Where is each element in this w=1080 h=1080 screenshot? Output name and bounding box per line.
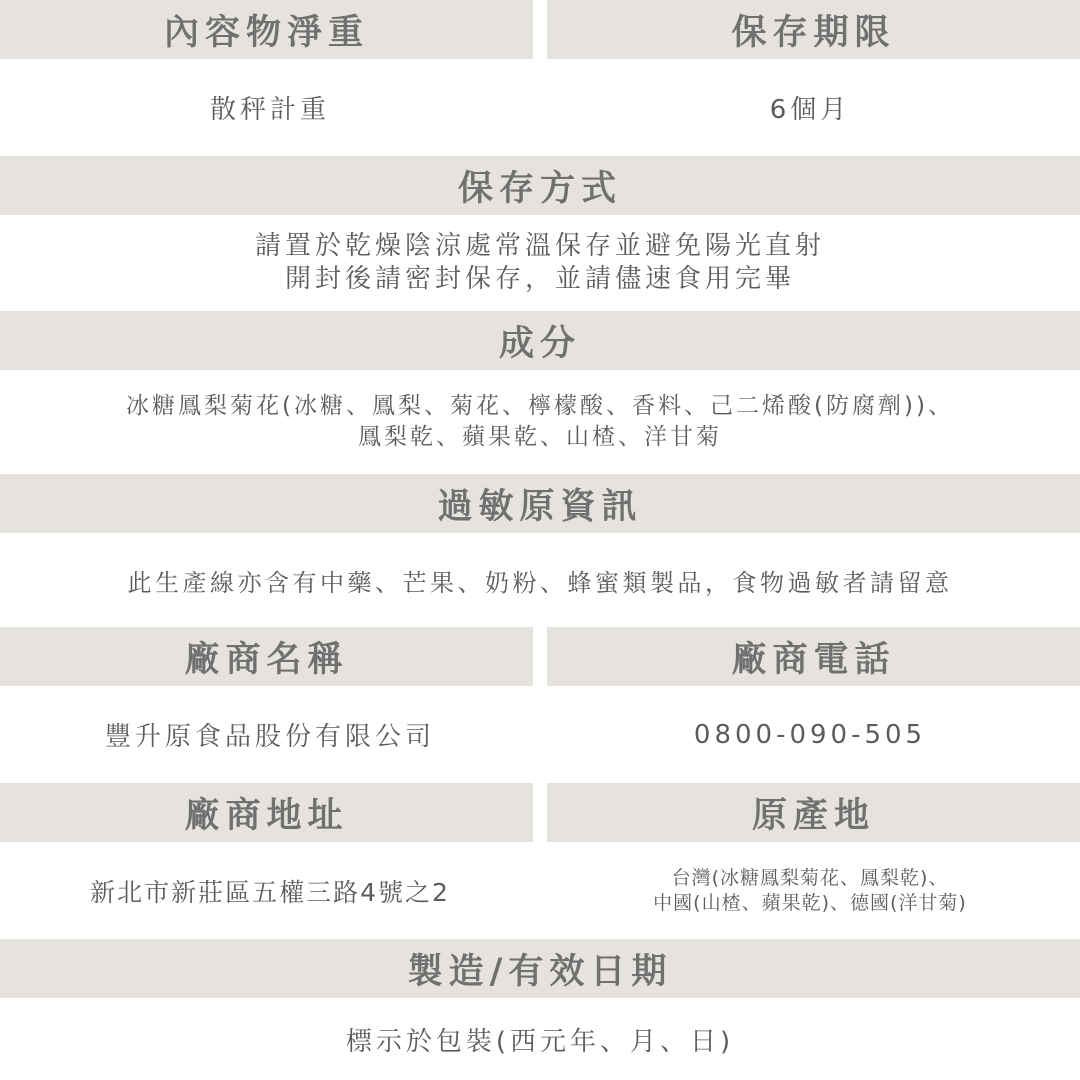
net-weight-text: 散秤計重 [209,95,330,125]
shelf-life-value [540,59,1080,156]
allergen-header [0,474,1080,533]
maker-phone-text: 0800-090-505 [693,719,927,750]
shelf-life-header [547,0,1080,59]
maker-address-value [0,842,540,939]
storage-header [0,156,1080,215]
origin-line-1: 台灣(冰糖鳳梨菊花、鳳梨乾)、 [671,866,949,889]
net-weight-header [0,0,533,59]
maker-phone-label: 廠商電話 [731,639,896,680]
allergen-text: 此生產線亦含有中藥、芒果、奶粉、蜂蜜類製品，食物過敏者請留意 [127,568,953,597]
origin-header [547,783,1080,842]
storage-line-1: 請置於乾燥陰涼處常溫保存並避免陽光直射 [254,231,825,261]
origin-label: 原產地 [751,795,875,836]
storage-line-2: 開封後請密封保存，並請儘速食用完畢 [284,264,795,294]
ingredients-line-2: 鳳梨乾、蘋果乾、山楂、洋甘菊 [358,424,722,450]
maker-address-header [0,783,533,842]
maker-name-value [0,686,540,783]
mfg-date-header [0,939,1080,998]
storage-label: 保存方式 [457,168,622,209]
net-weight-value [0,59,540,156]
ingredients-value [0,370,1080,474]
storage-value [0,215,1080,311]
shelf-life-text: 6個月 [769,95,851,125]
origin-line-2: 中國(山楂、蘋果乾)、德國(洋甘菊) [653,891,967,914]
mfg-date-value [0,998,1080,1080]
shelf-life-label: 保存期限 [731,12,896,53]
maker-name-text: 豐升原食品股份有限公司 [104,722,435,752]
maker-name-label: 廠商名稱 [184,639,349,680]
maker-address-label: 廠商地址 [184,795,349,836]
maker-name-header [0,627,533,686]
maker-address-text: 新北市新莊區五權三路4號之2 [90,877,450,907]
mfg-date-text: 標示於包裝(西元年、月、日) [345,1026,735,1057]
ingredients-label: 成分 [498,323,581,364]
mfg-date-label: 製造/有效日期 [407,951,673,992]
allergen-label: 過敏原資訊 [437,486,643,527]
allergen-value [0,533,1080,627]
ingredients-header [0,311,1080,370]
ingredients-line-1: 冰糖鳳梨菊花(冰糖、鳳梨、菊花、檸檬酸、香料、己二烯酸(防腐劑))、 [126,393,954,419]
origin-value [540,842,1080,939]
maker-phone-value [540,686,1080,783]
maker-phone-header [547,627,1080,686]
net-weight-label: 內容物淨重 [163,12,369,53]
